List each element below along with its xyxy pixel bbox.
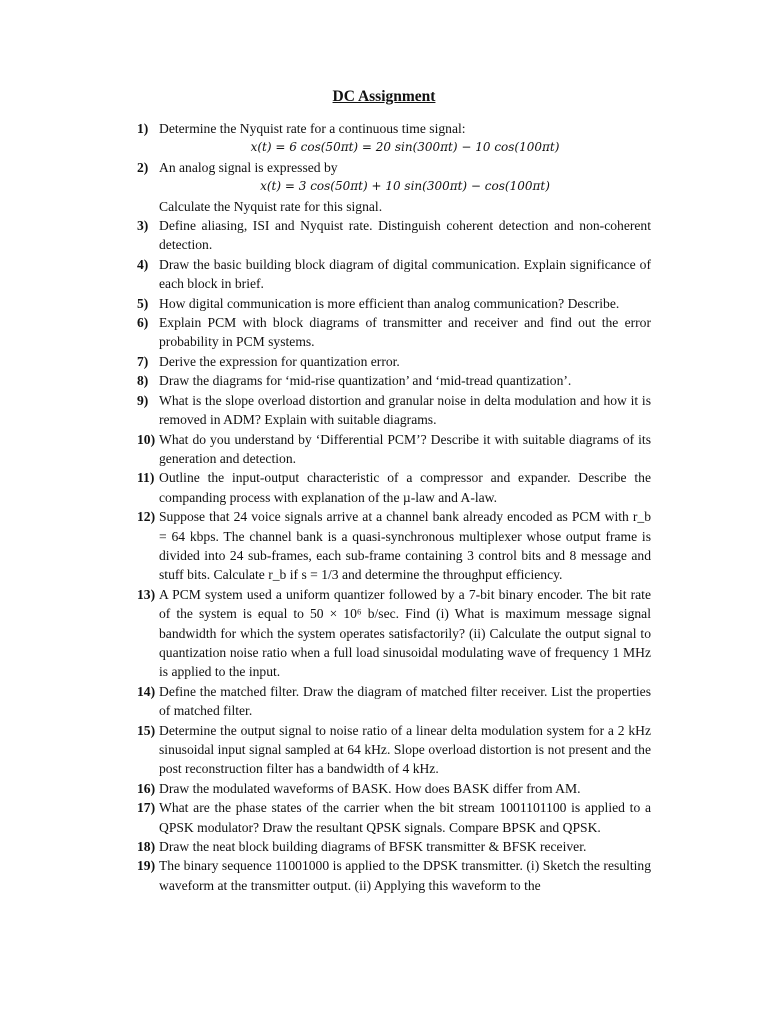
question-item: 4) Draw the basic building block diagram of digital communication. Explain significance of each block in brief.: [137, 256, 651, 292]
equation: x(t) = 6 cos(50πt) = 20 sin(300πt) − 10 cos(100πt): [250, 140, 560, 155]
question-item: 3) Define aliasing, ISI and Nyquist rate. Distinguish coherent detection and non-coherent detection.: [137, 218, 651, 253]
question-item: 16) Draw the modulated waveforms of BASK. How does BASK differ from AM.: [137, 780, 581, 796]
question-item: 17) What are the phase states of the carrier when the bit stream 1001101100 is applied to a QPSK modulator? Draw the resultant QPSK signals. Compare BPSK and QPSK.: [137, 800, 651, 835]
question-item: 10) What do you understand by ‘Differential PCM’? Describe it with suitable diagrams of its generation and detection.: [137, 431, 651, 466]
question-item: 15) Determine the output signal to noise ratio of a linear delta modulation system for a 2 kHz sinusoidal input signal sampled at 64 kHz. Slope overload distortion is not present and the post reconstruction filter has a bandwidth of 4 kHz.: [137, 722, 651, 777]
question-item: 7) Derive the expression for quantization error.: [137, 353, 400, 369]
question-item: 2) An analog signal is expressed by x(t) = 3 cos(50πt) + 10 sin(300πt) − cos(100πt) Calculate the Nyquist rate for this signal.: [137, 158, 651, 216]
question-item: 5) How digital communication is more efficient than analog communication? Describe.: [137, 295, 620, 311]
question-list: [137, 119, 651, 895]
question-item: 18) Draw the neat block building diagrams of BFSK transmitter & BFSK receiver.: [137, 839, 587, 855]
question-item: 14) Define the matched filter. Draw the diagram of matched filter receiver. List the properties of matched filter.: [137, 683, 651, 719]
question-item: 11) Outline the input-output characteristic of a compressor and expander. Describe the companding process with explanation of the µ-law and A-law.: [137, 470, 651, 505]
question-item: 1) Determine the Nyquist rate for a continuous time signal: x(t) = 6 cos(50πt) = 20 sin(300πt) − 10 cos(100πt): [137, 119, 651, 158]
question-item: 6) Explain PCM with block diagrams of transmitter and receiver and find out the error probability in PCM systems.: [137, 315, 651, 350]
question-item: 12) Suppose that 24 voice signals arrive at a channel bank already encoded as PCM with r_b = 64 kbps. The channel bank is a quasi-synchronous multiplexer whose output frame is divided into 24 sub-frames, each sub-frame containing 3 control bits and 8 message and stuff bits. Calculate r_b if s = 1/3 and determine the throughput efficiency.: [137, 509, 651, 583]
question-item: 13) A PCM system used a uniform quantizer followed by a 7-bit binary encoder. The bit rate of the system is equal to 50 × 10⁶ b/sec. Find (i) What is maximum message signal bandwidth for which the system operates satisfactorily? (ii) Calculate the output signal to quantization noise ratio when a full load sinusoidal modulating wave of frequency 1 MHz is applied to the input.: [137, 586, 651, 680]
question-item: 9) What is the slope overload distortion and granular noise in delta modulation and how it is removed in ADM? Explain with suitable diagrams.: [137, 392, 651, 428]
document-title: DC Assignment: [332, 88, 436, 105]
equation: x(t) = 3 cos(50πt) + 10 sin(300πt) − cos(100πt): [260, 179, 550, 194]
question-item: 19) The binary sequence 11001000 is applied to the DPSK transmitter. (i) Sketch the resulting waveform at the transmitter output. (ii) Applying this waveform to the: [137, 858, 651, 893]
question-item: 8) Draw the diagrams for ‘mid-rise quantization’ and ‘mid-tread quantization’.: [137, 373, 572, 389]
